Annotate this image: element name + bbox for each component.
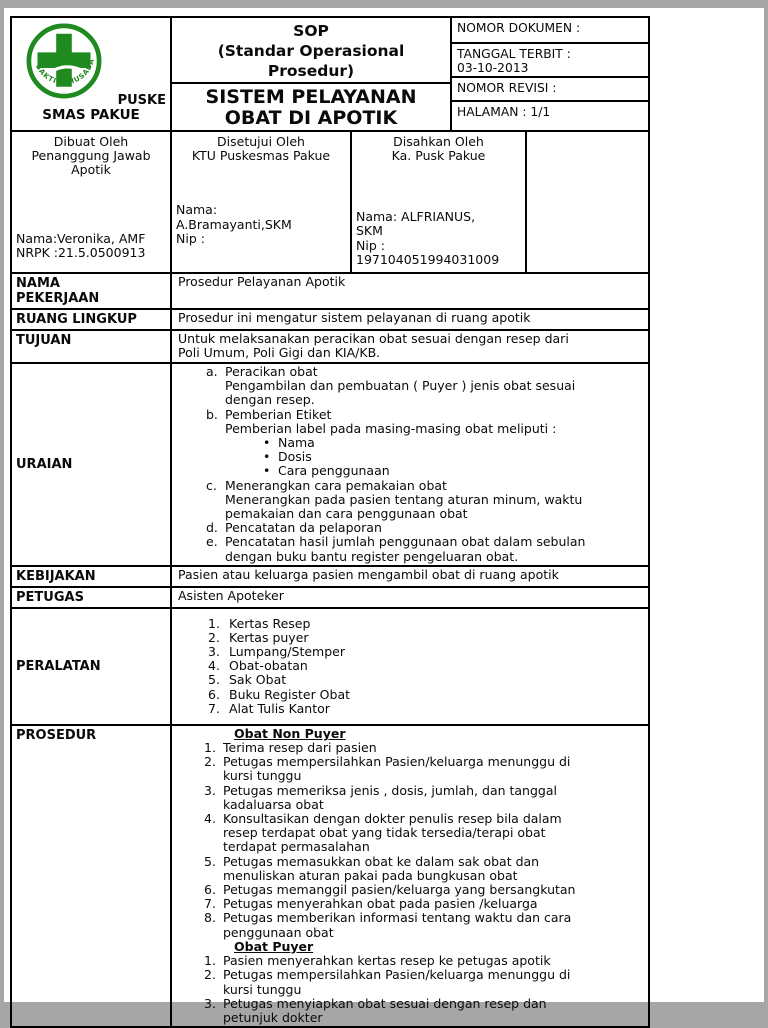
signature-title: Disetujui Oleh KTU Puskesmas Pakue (191, 134, 331, 164)
row-content: Untuk melaksanakan peracikan obat sesuai dengan resep dari Poli Umum, Poli Gigi dan KIA/KB. (171, 330, 649, 363)
row-label: KEBIJAKAN (11, 566, 171, 587)
signature-row (11, 131, 649, 273)
bullet-icon: • (263, 435, 271, 451)
signature-name: Nama:Veronika, AMF NRPK :21.5.0500913 (16, 230, 146, 260)
row-label: TUJUAN (11, 330, 171, 363)
numbered-list (204, 954, 642, 1025)
row-peralatan (11, 608, 649, 725)
list-text: Pasien menyerahkan kertas resep ke petugas apotik (223, 953, 551, 969)
list-marker: 7. (208, 700, 220, 716)
title-cell (171, 17, 451, 131)
row-label: PROSEDUR (11, 725, 171, 1027)
list-marker: c. (206, 477, 217, 493)
list-item (204, 897, 642, 911)
sop-document-table (10, 16, 650, 1028)
list-text: Pencatatan hasil jumlah penggunaan obat dalam sebulan dengan buku bantu register pengeluaran obat. (225, 534, 586, 564)
meta-nomor-dokumen: NOMOR DOKUMEN : (452, 18, 648, 44)
list-marker: 3. (208, 644, 220, 660)
list-marker: 5. (204, 853, 216, 869)
org-name-line1: PUSKE (117, 93, 166, 108)
bullet-icon: • (263, 449, 271, 465)
doc-type-heading: SOP (Standar Operasional Prosedur) (172, 18, 450, 84)
list-item (204, 755, 642, 783)
list-text: Obat-obatan (229, 658, 308, 674)
list-item (204, 812, 642, 855)
list-text: Petugas memasukkan obat ke dalam sak obat dan menuliskan aturan pakai pada bungkusan obat (223, 853, 540, 883)
list-marker: 6. (208, 686, 220, 702)
row-label: PETUGAS (11, 587, 171, 608)
row-prosedur (11, 725, 649, 1027)
document-page (4, 8, 764, 1025)
bullet-item (263, 464, 642, 478)
row-content (171, 608, 649, 725)
row-nama-pekerjaan (11, 273, 649, 309)
bullet-item (263, 450, 642, 464)
signature-title: Dibuat Oleh Penanggung Jawab Apotik (31, 134, 151, 178)
list-item (208, 673, 642, 687)
list-item (208, 659, 642, 673)
list-text: Kertas Resep (229, 615, 311, 631)
row-label: RUANG LINGKUP (11, 309, 171, 330)
list-marker: 1. (208, 615, 220, 631)
logo-graphic (24, 22, 104, 100)
list-marker: b. (206, 406, 218, 422)
list-text: Sak Obat (229, 672, 287, 688)
org-cell (11, 17, 171, 131)
list-marker: 2. (204, 754, 216, 770)
row-content: Pasien atau keluarga pasien mengambil obat di ruang apotik (171, 566, 649, 587)
row-label: URAIAN (11, 363, 171, 566)
org-name-line2: SMAS PAKUE (42, 107, 140, 124)
bullet-text: Nama (278, 435, 315, 451)
row-content: Prosedur Pelayanan Apotik (171, 273, 649, 309)
list-marker: e. (206, 534, 218, 550)
list-marker: 3. (204, 995, 216, 1011)
meta-nomor-revisi: NOMOR REVISI : (452, 78, 648, 102)
numbered-list (204, 741, 642, 940)
header-row (11, 17, 649, 131)
list-item (208, 688, 642, 702)
list-item (206, 535, 642, 563)
bullet-item (263, 436, 642, 450)
signature-title: Disahkan Oleh Ka. Pusk Pakue (391, 134, 486, 164)
numbered-list (208, 617, 642, 716)
row-petugas (11, 587, 649, 608)
signature-name: Nama: A.Bramayanti,SKM Nip : (176, 202, 292, 246)
bullet-icon: • (263, 463, 271, 479)
row-label: NAMA PEKERJAAN (11, 273, 171, 309)
list-text: Konsultasikan dengan dokter penulis resep bila dalam resep terdapat obat yang tidak tersedia/terapi obat terdapat permasalahan (223, 811, 562, 855)
list-marker: 5. (208, 672, 220, 688)
list-text: Petugas menyiapkan obat sesuai dengan resep dan petunjuk dokter (223, 995, 547, 1025)
list-item (208, 631, 642, 645)
bullet-text: Dosis (278, 449, 312, 465)
list-text: Alat Tulis Kantor (229, 700, 330, 716)
list-text: Lumpang/Stemper (229, 644, 345, 660)
list-item (204, 855, 642, 883)
list-item (204, 954, 642, 968)
signature-disahkan-oleh (351, 131, 526, 273)
list-text: Petugas mempersilahkan Pasien/keluarga menunggu di kursi tunggu (223, 967, 571, 997)
list-marker: 2. (204, 967, 216, 983)
meta-halaman: HALAMAN : 1/1 (457, 105, 551, 119)
list-item (204, 968, 642, 996)
list-text: Kertas puyer (229, 629, 309, 645)
list-item (206, 479, 642, 522)
row-content: Asisten Apoteker (171, 587, 649, 608)
list-item (204, 784, 642, 812)
list-text: Petugas memanggil pasien/keluarga yang bersangkutan (223, 882, 576, 898)
list-item (208, 702, 642, 716)
row-uraian (11, 363, 649, 566)
list-text: Petugas memberikan informasi tentang waktu dan cara penggunaan obat (223, 910, 572, 940)
list-text: Pemberian Etiket Pemberian label pada masing-masing obat meliputi : (225, 406, 557, 436)
list-text: Terima resep dari pasien (223, 740, 377, 756)
list-item (206, 365, 642, 408)
list-text: Peracikan obat Pengambilan dan pembuatan ( Puyer ) jenis obat sesuai dengan resep. (225, 364, 576, 408)
logo-arc-text: BAKTI HUSADA (33, 57, 97, 87)
list-marker: 4. (204, 811, 216, 827)
list-text: Petugas menyerahkan obat pada pasien /keluarga (223, 896, 538, 912)
list-text: Petugas mempersilahkan Pasien/keluarga menunggu di kursi tunggu (223, 754, 571, 784)
bakti-husada-logo (24, 22, 104, 100)
list-item (204, 911, 642, 939)
meta-cell (451, 17, 649, 131)
row-kebijakan (11, 566, 649, 587)
list-marker: 1. (204, 953, 216, 969)
row-ruang-lingkup (11, 309, 649, 330)
signature-name: Nama: ALFRIANUS, SKM Nip : 197104051994031009 (356, 209, 500, 267)
list-item (204, 883, 642, 897)
list-item (204, 997, 642, 1025)
row-tujuan (11, 330, 649, 363)
list-item (204, 741, 642, 755)
list-marker: a. (206, 364, 218, 379)
list-marker: 2. (208, 629, 220, 645)
list-item (208, 617, 642, 631)
section-heading-obat-non-puyer: Obat Non Puyer (234, 725, 346, 741)
list-item (206, 521, 642, 535)
signature-disetujui-oleh (171, 131, 351, 273)
list-item (208, 645, 642, 659)
bullet-list (263, 436, 642, 479)
bullet-text: Cara penggunaan (278, 463, 390, 479)
row-label: PERALATAN (11, 608, 171, 725)
list-marker: d. (206, 520, 218, 536)
list-text: Petugas memeriksa jenis , dosis, jumlah, dan tanggal kadaluarsa obat (223, 782, 557, 812)
page-title: SISTEM PELAYANAN OBAT DI APOTIK (205, 86, 417, 130)
list-text: Buku Register Obat (229, 686, 351, 702)
signature-dibuat-oleh (11, 131, 171, 273)
list-text: Menerangkan cara pemakaian obat Menerangkan pada pasien tentang aturan minum, waktu pemakaian dan cara penggunaan obat (225, 477, 583, 522)
list-marker: 4. (208, 658, 220, 674)
lettered-list (206, 365, 642, 564)
list-marker: 7. (204, 896, 216, 912)
row-content (171, 363, 649, 566)
list-text: Pencatatan da pelaporan (225, 520, 382, 536)
signature-empty-cell (526, 131, 649, 273)
list-marker: 6. (204, 882, 216, 898)
list-marker: 1. (204, 740, 216, 756)
list-item (206, 408, 642, 436)
list-marker: 8. (204, 910, 216, 926)
list-marker: 3. (204, 782, 216, 798)
row-content (171, 725, 649, 1027)
section-heading-obat-puyer: Obat Puyer (234, 938, 314, 954)
row-content: Prosedur ini mengatur sistem pelayanan di ruang apotik (171, 309, 649, 330)
meta-tanggal-terbit: TANGGAL TERBIT : 03-10-2013 (452, 44, 648, 78)
